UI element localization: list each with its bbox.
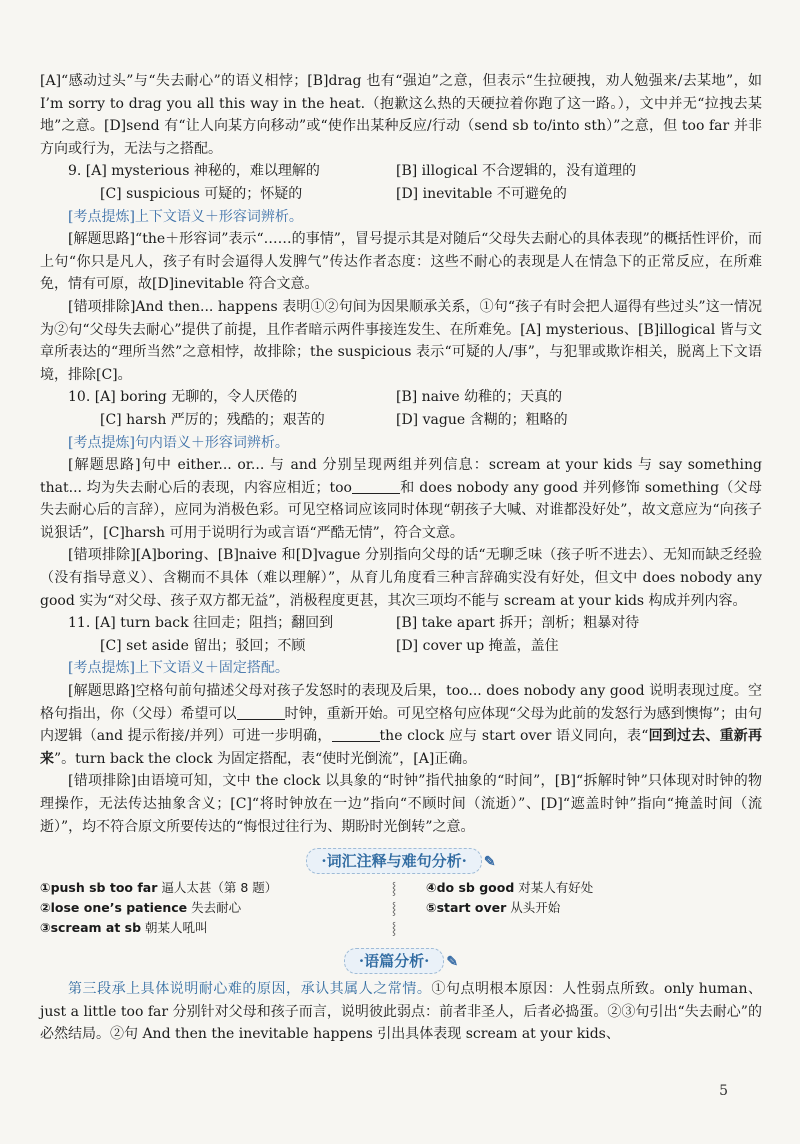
vocab-item: ⑤start over 从头开始 [426,900,561,916]
q11-option-a: 11. [A] turn back 往回走；阻挡；翻回到 [68,615,334,632]
q9-options-row1 [40,160,762,183]
q11-solution-part2: 时钟，重新开始。可见空格句应体现“父母为此前的发怒行为感到懊悔”；由句内逻辑（and 提示衔接/并列）可进一步明确， [40,705,763,745]
vocab-section-title: 词汇注释与难句分析 [326,852,462,871]
q11-solution-emphasis: 回到过去、重新再来 [40,728,763,767]
q10-option-a: 10. [A] boring 无聊的，令人厌倦的 [68,389,298,406]
paragraph-q8-explanation: [A]“感动过头”与“失去耐心”的语义相悖；[B]drag 也有“强迫”之意，但表示“生拉硬拽，劝人勉强来/去某地”，如 I’m sorry to drag you all this way in the heat.（抱歉这么热的天硬拉着你跑了这一路。），文中并无“拉拽去某地”之意。[D]send 有“让人向某方向移动”或“使作出某种反应/行动（send sb to/into sth）”之意，但 too far 并非方向或行为，无法与之搭配。 [40,73,762,157]
vocab-item: ③scream at sb 朝某人吼叫 [40,920,208,936]
q11-option-d: [D] cover up 掩盖，盖住 [396,637,559,654]
vocab-item: ①push sb too far 逼人太甚（第 8 题） [40,880,278,896]
q9-option-c: [C] suspicious 可疑的；怀疑的 [100,185,303,202]
q11-blank-2 [332,727,380,742]
q10-option-b: [B] naive 幼稚的；天真的 [396,389,563,406]
q10-blank [352,479,400,494]
vocab-section-badge: ·词汇注释与难句分析· [306,848,481,874]
pen-icon: ✎ [446,954,459,971]
analysis-body: ①句点明根本原因：人性弱点所致。only human、just a little too far 分别针对父母和孩子而言，说明彼此弱点：前者非圣人，后者必捣蛋。②③句引出“失去耐心”的必然结局。②句 And then the inevitable happens 引出具体表现 scream at your kids、 [40,981,763,1043]
q9-options-row2 [40,183,762,206]
q10-wrong-options: [错项排除][A]boring、[B]naive 和[D]vague 分别指向父母的话“无聊乏味（孩子听不进去）、无知而缺乏经验（没有指导意义）、含糊而不具体（难以理解）”，从育儿角度看三种言辞确实没有好处，但文中 does nobody any good 实为“对父母、孩子双方都无益”，消极程度更甚，其次三项均不能与 scream at your kids 构成并列内容。 [40,547,762,609]
analysis-section-title: 语篇分析 [364,952,425,971]
analysis-section-badge: ·语篇分析· [344,948,444,974]
q11-key-point: [考点提炼]上下文语义＋固定搭配。 [68,660,289,677]
q10-solution [40,454,762,544]
q11-options-row2 [40,635,762,658]
vocab-section-header [40,848,762,874]
q11-solution [40,680,762,770]
q11-solution-part4: ”。turn back the clock 为固定搭配，表“使时光倒流”，[A]正确。 [54,750,477,767]
q9-option-b: [B] illogical 不合逻辑的，没有道理的 [396,163,637,180]
q11-blank-1 [237,705,285,720]
q11-option-b: [B] take apart 拆开；剖析；粗暴对待 [396,615,640,632]
q10-key-point: [考点提炼]句内语义＋形容词辨析。 [68,434,289,451]
analysis-section-header [40,948,762,974]
discourse-analysis [40,978,762,1046]
analysis-lead: 第三段承上具体说明耐心难的原因，承认其属人之常情。 [68,981,432,998]
q10-solution-part1: [解题思路]句中 either... or... 与 and 分别呈现两组并列信息：scream at your kids 与 say something that... 均为失去耐心后的表现，内容应相近；too [40,457,762,496]
q10-options-row2 [40,409,762,432]
q10-solution-part2: 和 does nobody any good 并列修饰 something（父母失去耐心后的言辞），应同为消极色彩。可见空格词应该同时体现“朝孩子大喊、对谁都没好处”，故文意应为“向孩子说狠话”，[C]harsh 可用于说明行为或言语“严酷无情”，符合文意。 [40,479,762,541]
vocab-divider: ⸾ ⸾ ⸾ [391,881,397,936]
q11-wrong-options: [错项排除]由语境可知，文中 the clock 以具象的“时钟”指代抽象的“时间”，[B]“拆解时钟”只体现对时钟的物理操作，无法传达抽象含义；[C]“将时钟放在一边”指向“不顾时间（流逝）”、[D]“遮盖时钟”指向“掩盖时间（流逝）”，均不符合原文所要传达的“悔恨过往行为、期盼时光倒转”之意。 [40,773,762,835]
vocab-col-left [40,878,380,938]
q11-option-c: [C] set aside 留出；驳回；不顾 [100,637,306,654]
page-content [40,70,762,1046]
q10-options-row1 [40,386,762,409]
vocab-item: ②lose one’s patience 失去耐心 [40,900,242,916]
pen-icon: ✎ [483,854,496,871]
q9-option-d: [D] inevitable 不可避免的 [396,185,567,202]
vocab-item: ④do sb good 对某人有好处 [426,880,594,896]
vocab-col-right [408,878,762,938]
vocab-list [40,878,762,938]
q10-option-c: [C] harsh 严厉的；残酷的；艰苦的 [100,411,325,428]
page-number: 5 [719,1083,728,1099]
q11-solution-part1: [解题思路]空格句前句描述父母对孩子发怒时的表现及后果，too... does nobody any good 说明表现过度。空格句指出，你（父母）希望可以 [40,683,762,722]
q9-key-point: [考点提炼]上下文语义＋形容词辨析。 [68,208,303,225]
q9-solution: [解题思路]“the＋形容词”表示“……的事情”，冒号提示其是对随后“父母失去耐心的具体表现”的概括性评价，而上句“你只是凡人，孩子有时会逼得人发脾气”传达作者态度：这些不耐心的表现是人在情急下的正常反应，在所难免，情有可原，故[D]inevitable 符合文意。 [40,231,762,293]
q9-wrong-options: [错项排除]And then... happens 表明①②句间为因果顺承关系，①句“孩子有时会把人逼得有些过头”这一情况为②句“父母失去耐心”提供了前提，且作者暗示两件事接连发生、在所难免。[A] mysterious、[B]illogical 皆与文章所表达的“理所当然”之意相悖，故排除；the suspicious 表示“可疑的人/事”，与犯罪或欺诈相关，脱离上下文语境，排除[C]。 [40,298,762,383]
q10-option-d: [D] vague 含糊的；粗略的 [396,411,568,428]
q11-options-row1 [40,612,762,635]
q11-solution-part3: the clock 应与 start over 语义同向，表“ [379,728,649,745]
q9-option-a: 9. [A] mysterious 神秘的，难以理解的 [68,163,320,180]
